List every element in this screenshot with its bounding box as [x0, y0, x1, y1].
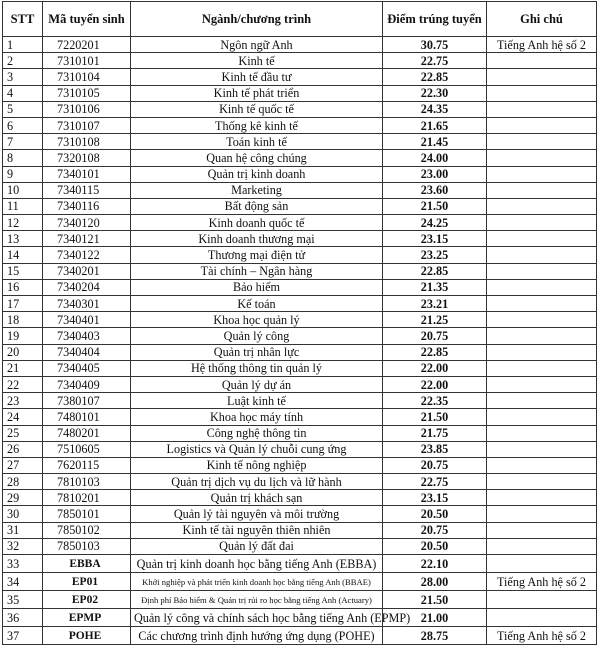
- row-code: 7480101: [43, 409, 131, 425]
- row-program: Kinh tế: [131, 53, 383, 69]
- row-note: [487, 85, 597, 101]
- row-program: Quản lý dự án: [131, 376, 383, 392]
- row-note: [487, 376, 597, 392]
- row-code: 7340115: [43, 182, 131, 198]
- row-program: Marketing: [131, 182, 383, 198]
- row-program: Quản trị dịch vụ du lịch và lữ hành: [131, 474, 383, 490]
- table-row: [3, 85, 597, 101]
- table-row: [3, 279, 597, 295]
- row-program: Kinh doanh thương mại: [131, 231, 383, 247]
- row-score: 28.75: [383, 627, 487, 645]
- row-note: [487, 150, 597, 166]
- row-stt: 28: [3, 474, 43, 490]
- row-stt: 24: [3, 409, 43, 425]
- row-score: 28.00: [383, 573, 487, 591]
- row-stt: 2: [3, 53, 43, 69]
- row-score: 21.25: [383, 312, 487, 328]
- table-row: [3, 215, 597, 231]
- row-code: 7310101: [43, 53, 131, 69]
- row-stt: 31: [3, 522, 43, 538]
- row-code: 7340116: [43, 198, 131, 214]
- row-program: Thương mại điện tử: [131, 247, 383, 263]
- table-row: [3, 376, 597, 392]
- row-note: [487, 69, 597, 85]
- row-code: 7340204: [43, 279, 131, 295]
- row-stt: 13: [3, 231, 43, 247]
- row-score: 22.75: [383, 474, 487, 490]
- row-stt: 12: [3, 215, 43, 231]
- row-note: [487, 506, 597, 522]
- row-stt: 33: [3, 555, 43, 573]
- row-stt: 35: [3, 591, 43, 609]
- row-note: [487, 555, 597, 573]
- row-score: 23.25: [383, 247, 487, 263]
- row-note: [487, 279, 597, 295]
- row-code: 7480201: [43, 425, 131, 441]
- row-code: 7850103: [43, 538, 131, 554]
- row-program: Các chương trình định hướng ứng dụng (POHE): [131, 627, 383, 645]
- row-stt: 25: [3, 425, 43, 441]
- row-note: [487, 425, 597, 441]
- row-code: 7340121: [43, 231, 131, 247]
- row-score: 24.35: [383, 101, 487, 117]
- admission-scores-document: [2, 1, 598, 645]
- row-code: 7340409: [43, 376, 131, 392]
- row-score: 22.85: [383, 69, 487, 85]
- row-score: 20.75: [383, 522, 487, 538]
- row-score: 22.75: [383, 53, 487, 69]
- row-stt: 4: [3, 85, 43, 101]
- table-row: [3, 538, 597, 554]
- row-code: 7620115: [43, 457, 131, 473]
- table-row: [3, 573, 597, 591]
- row-code: POHE: [43, 627, 131, 645]
- row-code: 7310104: [43, 69, 131, 85]
- row-program: Kinh tế tài nguyên thiên nhiên: [131, 522, 383, 538]
- row-score: 21.50: [383, 198, 487, 214]
- row-score: 20.50: [383, 506, 487, 522]
- row-stt: 8: [3, 150, 43, 166]
- table-row: [3, 555, 597, 573]
- table-row: [3, 441, 597, 457]
- table-row: [3, 53, 597, 69]
- row-note: [487, 522, 597, 538]
- row-stt: 14: [3, 247, 43, 263]
- row-program: Tài chính – Ngân hàng: [131, 263, 383, 279]
- row-code: 7850101: [43, 506, 131, 522]
- row-note: [487, 296, 597, 312]
- row-note: [487, 591, 597, 609]
- row-score: 20.75: [383, 457, 487, 473]
- row-note: [487, 538, 597, 554]
- row-stt: 17: [3, 296, 43, 312]
- row-program: Toán kinh tế: [131, 134, 383, 150]
- row-stt: 32: [3, 538, 43, 554]
- row-program: Quản lý tài nguyên và môi trường: [131, 506, 383, 522]
- table-row: [3, 627, 597, 645]
- row-code: 7810103: [43, 474, 131, 490]
- row-note: [487, 53, 597, 69]
- row-program: Công nghệ thông tin: [131, 425, 383, 441]
- row-code: EBBA: [43, 555, 131, 573]
- table-body: [3, 37, 597, 645]
- row-note: [487, 198, 597, 214]
- row-note: [487, 457, 597, 473]
- row-score: 21.35: [383, 279, 487, 295]
- row-note: Tiếng Anh hệ số 2: [487, 573, 597, 591]
- row-stt: 22: [3, 376, 43, 392]
- row-score: 24.00: [383, 150, 487, 166]
- header-program: Ngành/chương trình: [131, 2, 383, 37]
- table-row: [3, 344, 597, 360]
- row-stt: 16: [3, 279, 43, 295]
- row-stt: 26: [3, 441, 43, 457]
- row-program: Kinh tế quốc tế: [131, 101, 383, 117]
- row-score: 21.75: [383, 425, 487, 441]
- row-note: [487, 441, 597, 457]
- row-program: Định phí Bảo hiểm & Quản trị rủi ro học bằng tiếng Anh (Actuary): [131, 591, 383, 609]
- admission-scores-table: [2, 1, 597, 645]
- row-score: 23.60: [383, 182, 487, 198]
- row-note: [487, 166, 597, 182]
- header-score: Điểm trúng tuyển: [383, 2, 487, 37]
- row-program: Luật kinh tế: [131, 393, 383, 409]
- row-score: 23.00: [383, 166, 487, 182]
- row-program: Khoa học máy tính: [131, 409, 383, 425]
- row-code: EP01: [43, 573, 131, 591]
- row-score: 23.15: [383, 231, 487, 247]
- row-code: EPMP: [43, 609, 131, 627]
- table-row: [3, 182, 597, 198]
- table-row: [3, 247, 597, 263]
- row-score: 22.85: [383, 263, 487, 279]
- header-code: Mã tuyển sinh: [43, 2, 131, 37]
- row-note: [487, 134, 597, 150]
- table-row: [3, 506, 597, 522]
- row-stt: 11: [3, 198, 43, 214]
- table-row: [3, 117, 597, 133]
- row-note: [487, 182, 597, 198]
- row-note: [487, 231, 597, 247]
- row-program: Kinh tế đầu tư: [131, 69, 383, 85]
- row-code: 7850102: [43, 522, 131, 538]
- table-row: [3, 37, 597, 53]
- row-code: EP02: [43, 591, 131, 609]
- row-score: 22.00: [383, 360, 487, 376]
- row-program: Logistics và Quản lý chuỗi cung ứng: [131, 441, 383, 457]
- row-note: Tiếng Anh hệ số 2: [487, 37, 597, 53]
- row-stt: 21: [3, 360, 43, 376]
- row-program: Khoa học quản lý: [131, 312, 383, 328]
- row-program: Quản trị nhân lực: [131, 344, 383, 360]
- table-row: [3, 409, 597, 425]
- row-code: 7380107: [43, 393, 131, 409]
- table-row: [3, 609, 597, 627]
- row-score: 21.00: [383, 609, 487, 627]
- row-stt: 5: [3, 101, 43, 117]
- row-code: 7310105: [43, 85, 131, 101]
- row-note: [487, 247, 597, 263]
- row-program: Quản lý đất đai: [131, 538, 383, 554]
- row-stt: 10: [3, 182, 43, 198]
- row-stt: 15: [3, 263, 43, 279]
- row-program: Quan hệ công chúng: [131, 150, 383, 166]
- table-row: [3, 166, 597, 182]
- row-note: Tiếng Anh hệ số 2: [487, 627, 597, 645]
- row-note: [487, 215, 597, 231]
- row-score: 23.85: [383, 441, 487, 457]
- table-row: [3, 328, 597, 344]
- row-code: 7340101: [43, 166, 131, 182]
- table-row: [3, 134, 597, 150]
- row-score: 22.30: [383, 85, 487, 101]
- table-row: [3, 263, 597, 279]
- row-score: 22.00: [383, 376, 487, 392]
- row-stt: 36: [3, 609, 43, 627]
- row-code: 7310106: [43, 101, 131, 117]
- row-program: Quản trị kinh doanh: [131, 166, 383, 182]
- table-row: [3, 393, 597, 409]
- row-stt: 1: [3, 37, 43, 53]
- row-code: 7340122: [43, 247, 131, 263]
- row-program: Hệ thống thông tin quản lý: [131, 360, 383, 376]
- row-stt: 29: [3, 490, 43, 506]
- row-score: 22.10: [383, 555, 487, 573]
- table-row: [3, 69, 597, 85]
- row-stt: 34: [3, 573, 43, 591]
- table-header: [3, 2, 597, 37]
- row-program: Kinh tế nông nghiệp: [131, 457, 383, 473]
- table-row: [3, 591, 597, 609]
- row-stt: 37: [3, 627, 43, 645]
- row-code: 7340120: [43, 215, 131, 231]
- row-program: Ngôn ngữ Anh: [131, 37, 383, 53]
- row-program: Quản trị khách sạn: [131, 490, 383, 506]
- table-row: [3, 198, 597, 214]
- table-row: [3, 457, 597, 473]
- row-note: [487, 360, 597, 376]
- row-stt: 27: [3, 457, 43, 473]
- table-row: [3, 312, 597, 328]
- row-score: 21.65: [383, 117, 487, 133]
- row-code: 7340401: [43, 312, 131, 328]
- header-row: [3, 2, 597, 37]
- row-score: 22.85: [383, 344, 487, 360]
- row-stt: 9: [3, 166, 43, 182]
- header-stt: STT: [3, 2, 43, 37]
- row-program: Bất động sản: [131, 198, 383, 214]
- row-score: 20.75: [383, 328, 487, 344]
- row-note: [487, 263, 597, 279]
- row-note: [487, 393, 597, 409]
- row-code: 7510605: [43, 441, 131, 457]
- row-program: Quản trị kinh doanh học bằng tiếng Anh (EBBA): [131, 555, 383, 573]
- row-stt: 6: [3, 117, 43, 133]
- row-score: 22.35: [383, 393, 487, 409]
- header-note: Ghi chú: [487, 2, 597, 37]
- row-score: 21.50: [383, 409, 487, 425]
- row-code: 7310107: [43, 117, 131, 133]
- row-program: Khởi nghiệp và phát triển kinh doanh học bằng tiếng Anh (BBAE): [131, 573, 383, 591]
- row-score: 23.21: [383, 296, 487, 312]
- table-row: [3, 490, 597, 506]
- row-stt: 18: [3, 312, 43, 328]
- row-score: 20.50: [383, 538, 487, 554]
- row-program: Bảo hiểm: [131, 279, 383, 295]
- row-note: [487, 409, 597, 425]
- table-row: [3, 101, 597, 117]
- row-score: 30.75: [383, 37, 487, 53]
- row-note: [487, 117, 597, 133]
- row-stt: 30: [3, 506, 43, 522]
- row-program: Quản lý công: [131, 328, 383, 344]
- table-row: [3, 474, 597, 490]
- row-stt: 3: [3, 69, 43, 85]
- row-code: 7340405: [43, 360, 131, 376]
- row-program: Quản lý công và chính sách học bằng tiếng Anh (EPMP): [131, 609, 383, 627]
- row-stt: 19: [3, 328, 43, 344]
- row-code: 7340201: [43, 263, 131, 279]
- row-score: 21.45: [383, 134, 487, 150]
- row-code: 7340404: [43, 344, 131, 360]
- row-note: [487, 312, 597, 328]
- row-score: 23.15: [383, 490, 487, 506]
- table-row: [3, 150, 597, 166]
- row-score: 21.50: [383, 591, 487, 609]
- table-row: [3, 296, 597, 312]
- row-code: 7220201: [43, 37, 131, 53]
- row-code: 7310108: [43, 134, 131, 150]
- row-score: 24.25: [383, 215, 487, 231]
- row-code: 7320108: [43, 150, 131, 166]
- row-stt: 7: [3, 134, 43, 150]
- row-note: [487, 101, 597, 117]
- row-code: 7810201: [43, 490, 131, 506]
- row-note: [487, 490, 597, 506]
- row-stt: 20: [3, 344, 43, 360]
- row-program: Kinh doanh quốc tế: [131, 215, 383, 231]
- row-note: [487, 328, 597, 344]
- row-stt: 23: [3, 393, 43, 409]
- row-program: Kinh tế phát triển: [131, 85, 383, 101]
- row-note: [487, 609, 597, 627]
- table-row: [3, 522, 597, 538]
- row-code: 7340403: [43, 328, 131, 344]
- table-row: [3, 231, 597, 247]
- row-note: [487, 474, 597, 490]
- row-note: [487, 344, 597, 360]
- row-code: 7340301: [43, 296, 131, 312]
- table-row: [3, 360, 597, 376]
- row-program: Thống kê kinh tế: [131, 117, 383, 133]
- table-row: [3, 425, 597, 441]
- row-program: Kế toán: [131, 296, 383, 312]
